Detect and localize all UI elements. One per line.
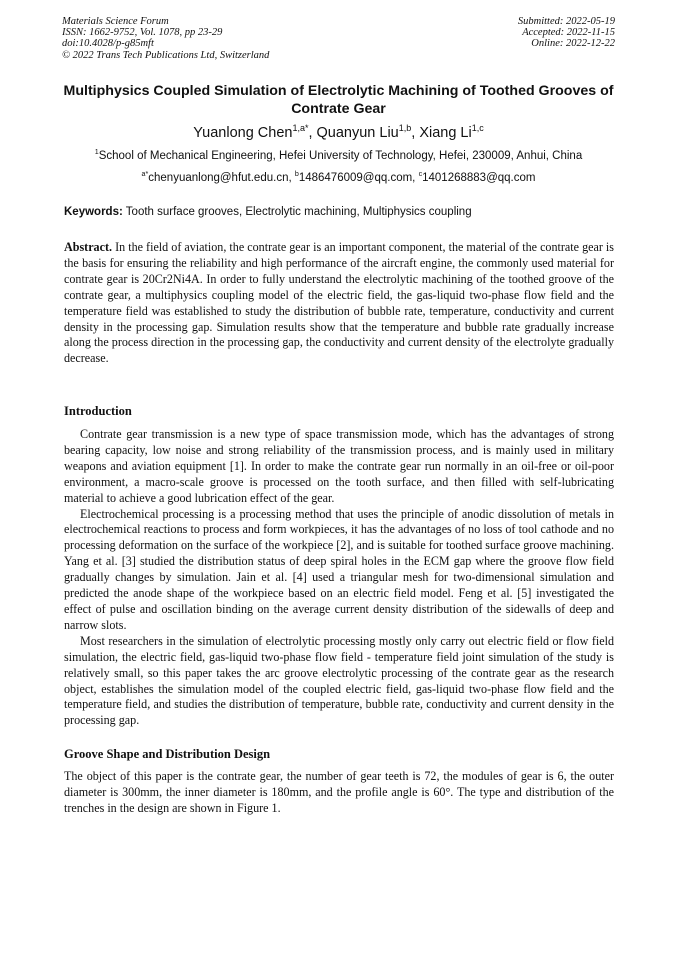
author-name: Xiang Li	[419, 125, 472, 141]
abstract-paragraph	[64, 240, 614, 367]
author-list: Yuanlong Chen$^{1,a*}$, Quanyun Liu$^{1,b}$, Xiang Li$^{1,c}$	[193, 123, 484, 141]
author-affiliation-mark: 1,c	[471, 123, 484, 134]
keywords-label: Keywords:	[64, 206, 123, 218]
keywords-text: Tooth surface grooves, Electrolytic machining, Multiphysics coupling	[125, 206, 472, 218]
abstract-label: Abstract.	[64, 240, 113, 254]
online-date: Online: 2022-12-22	[531, 38, 615, 50]
author-name: Quanyun Liu	[316, 125, 399, 141]
email-link[interactable]: 1486476009@qq.com	[298, 172, 413, 184]
email-link[interactable]: chenyuanlong@hfut.edu.cn	[148, 172, 289, 184]
paper-title: Multiphysics Coupled Simulation of Electrolytic Machining of Toothed Grooves of Contrate Gear	[63, 83, 614, 117]
introduction-heading: Introduction	[64, 404, 132, 418]
journal-header-left	[62, 16, 269, 61]
journal-header-right	[518, 16, 615, 50]
affiliation-mark: 1	[94, 148, 99, 157]
introduction-body	[64, 427, 614, 729]
author-affiliation-mark: 1,a*	[292, 123, 309, 134]
author-emails: $^{a*}$chenyuanlong@hfut.edu.cn, $^b$1486476009@qq.com, $^c$1401268883@qq.com	[141, 170, 536, 184]
journal-name: Materials Science Forum	[62, 16, 169, 27]
introduction-paragraph: Contrate gear transmission is a new type of space transmission mode, which has the advantages of strong bearing capacity, low noise and strong reliability of the transmission process, and is mainly used in military weapons and aviation equipment [1]. In order to make the contrate gear run normally in an oil-free or oil-poor environment, a macro-scale groove is processed on the tooth surface, and then filled with self-lubricating material to achieve a good lubrication effect of the gear.	[64, 427, 614, 505]
copyright-notice: © 2022 Trans Tech Publications Ltd, Switzerland	[62, 49, 270, 61]
accepted-date: Accepted: 2022-11-15	[522, 27, 615, 39]
email-mark: b	[294, 170, 299, 179]
submitted-date: Submitted: 2022-05-19	[517, 16, 615, 27]
email-link[interactable]: 1401268883@qq.com	[422, 172, 536, 184]
email-mark: a*	[141, 170, 149, 179]
introduction-paragraph: Electrochemical processing is a processing method that uses the principle of anodic dissolution of metals in electrochemical reactions to process and form workpieces, it has the advantages of no loss of tool cathode and no processing deformation on the surface of the workpiece [2], and is suitable for toothed surface groove machining. Yang et al. [3] studied the distribution status of deep spiral holes in the ECM gap where the groove flow field gradually changes by simulation. Jain et al. [4] used a triangular mesh for two-dimensional simulation and predicted the anode shape of the workpiece based on an electric field model. Feng et al. [5] investigated the effect of pulse and oscillation binding on the average current density distribution of the sidewalls of deep and narrow slots.	[64, 506, 614, 632]
article-doi[interactable]: doi:10.4028/p-g85mft	[62, 38, 154, 50]
email-mark: c	[418, 170, 423, 179]
journal-issn: ISSN: 1662-9752, Vol. 1078, pp 23-29	[62, 27, 223, 39]
author-name: Yuanlong Chen	[193, 125, 293, 141]
author-affiliation-mark: 1,b	[398, 123, 412, 134]
abstract-text: In the field of aviation, the contrate gear is an important component, the material of the contrate gear is the basis for ensuring the reliability and high performance of the aircraft engine, the commonly used material for contrate gear is 20Cr2Ni4A. In order to fully understand the electrolytic machining of the toothed groove of the contrate gear, a multiphysics coupling model of the electric field, the gas-liquid two-phase flow field and the temperature field was established to study the distribution of bubble rate, temperature, conductivity and current density in the processing gap. Simulation results show that the temperature and bubble rate gradually increase along the process direction in the processing gap, the conductivity and current density of the electrolyte gradually decrease.	[64, 240, 614, 366]
groove-design-paragraph: The object of this paper is the contrate gear, the number of gear teeth is 72, the modules of gear is 6, the outer diameter is 300mm, the inner diameter is 180mm, and the profile angle is 60°. The type and distribution of the trenches in the design are shown in Figure 1.	[64, 769, 614, 815]
groove-design-heading: Groove Shape and Distribution Design	[64, 747, 271, 761]
affiliation-text: School of Mechanical Engineering, Hefei University of Technology, Hefei, 230009, Anhui, China	[98, 150, 583, 162]
keywords-line	[64, 205, 617, 220]
author-affiliation	[62, 149, 615, 164]
introduction-paragraph: Most researchers in the simulation of electrolytic processing mostly only carry out electric field or flow field simulation, the electric field, gas-liquid two-phase flow field - temperature field joint simulation of the study is relatively small, so this paper takes the arc groove electrolytic processing of the contrate gear as the research object, establishes the simulation model of the coupled electric field, gas-liquid two-phase flow field and the temperature field, and studies the distribution of temperature, bubble rate, conductivity and current density in the processing gap.	[64, 633, 614, 728]
groove-design-body	[64, 769, 614, 817]
